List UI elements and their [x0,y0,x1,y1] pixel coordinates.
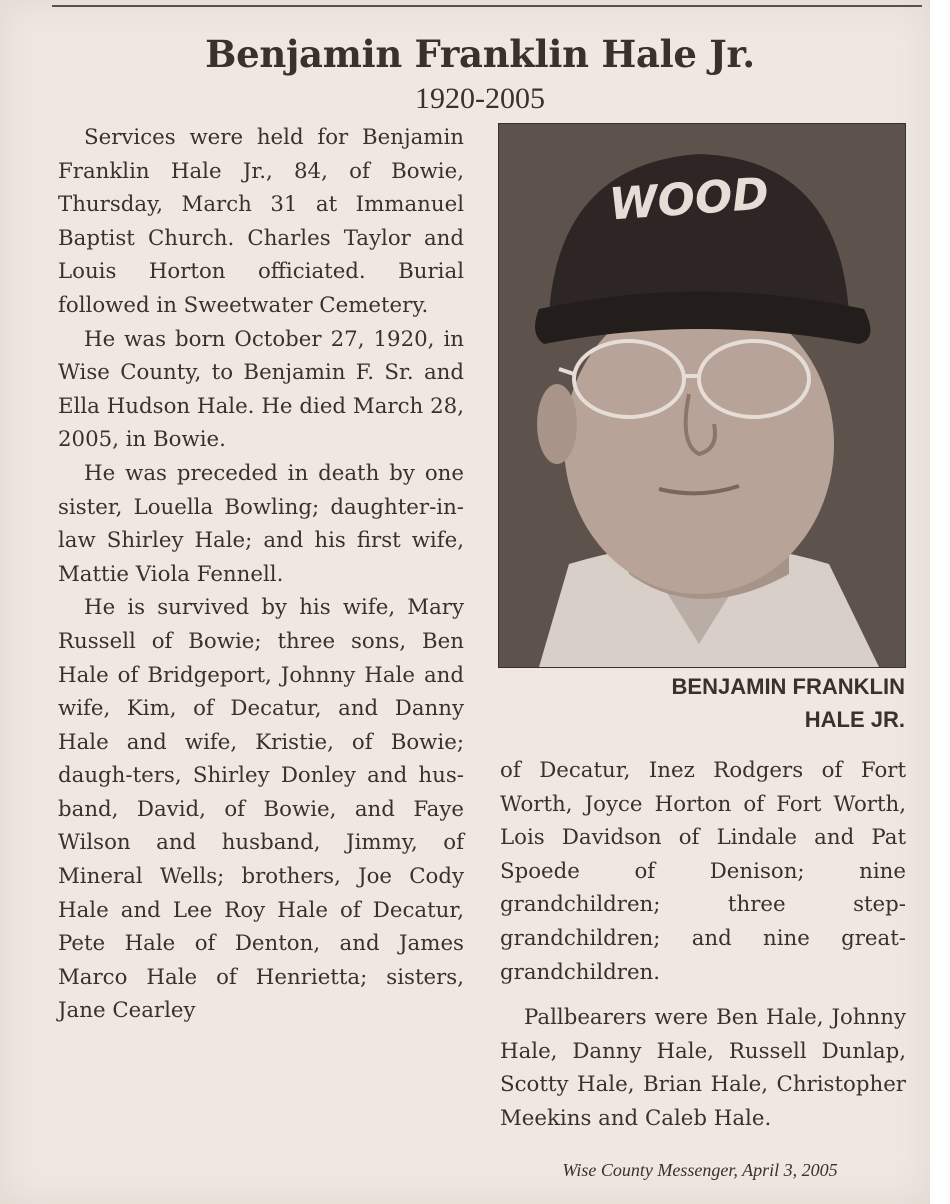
source-credit: Wise County Messenger, April 3, 2005 [562,1160,838,1180]
obituary-title: Benjamin Franklin Hale Jr. [205,32,755,76]
photo-caption-line-1: BENJAMIN FRANKLIN [671,674,905,699]
paragraph-preceded: He was preceded in death by one sister, Louella Bowling; daughter-in-law Shirley Hale; and his first wife, Mattie Viola Fennell. [58,460,464,587]
paragraph-services: Services were held for Benjamin Franklin Hale Jr., 84, of Bowie, Thursday, March 31 at Immanuel Baptist Church. Charles Taylor and Louis Horton officiated. Burial followed in Sweetwater Cemetery. [58,125,464,318]
photo-caption-line-2: HALE JR. [804,707,905,732]
obituary-dates: 1920-2005 [415,82,545,115]
cap-logo-text: WOOD [607,168,771,231]
paragraph-pallbearers: Pallbearers were Ben Hale, Johnny Hale, Danny Hale, Russell Dunlap, Scotty Hale, Brian Hale, Christopher Meekins and Caleb Hale. [500,1005,906,1131]
paragraph-survived: He is survived by his wife, Mary Russell of Bowie; three sons, Ben Hale of Bridgeport, Johnny Hale and wife, Kim, of Decatur, and Danny Hale and wife, Kristie, of Bowie; daugh-ters, Shirley Donley and hus-band, David, of Bowie, and Faye Wilson and husband, Jimmy, of Mineral Wells; brothers, Joe Cody Hale and Lee Roy Hale of Decatur, Pete Hale of Denton, and James Marco Hale of Henrietta; sisters, Jane Cearley [58,595,464,1024]
portrait-photo [498,123,906,668]
photo-caption [560,670,905,736]
paragraph-survived-continued: of Decatur, Inez Rodgers of Fort Worth, Joyce Horton of Fort Worth, Lois Davidson of Lindale and Pat Spoede of Denison; nine grandchildren; three step-grandchildren; and nine great-grandchildren. [500,758,906,985]
text-column-left [58,121,464,1028]
text-column-right [500,754,906,1136]
top-rule [52,5,922,7]
paragraph-birth: He was born October 27, 1920, in Wise County, to Benjamin F. Sr. and Ella Hudson Hale. He died March 28, 2005, in Bowie. [58,326,464,453]
